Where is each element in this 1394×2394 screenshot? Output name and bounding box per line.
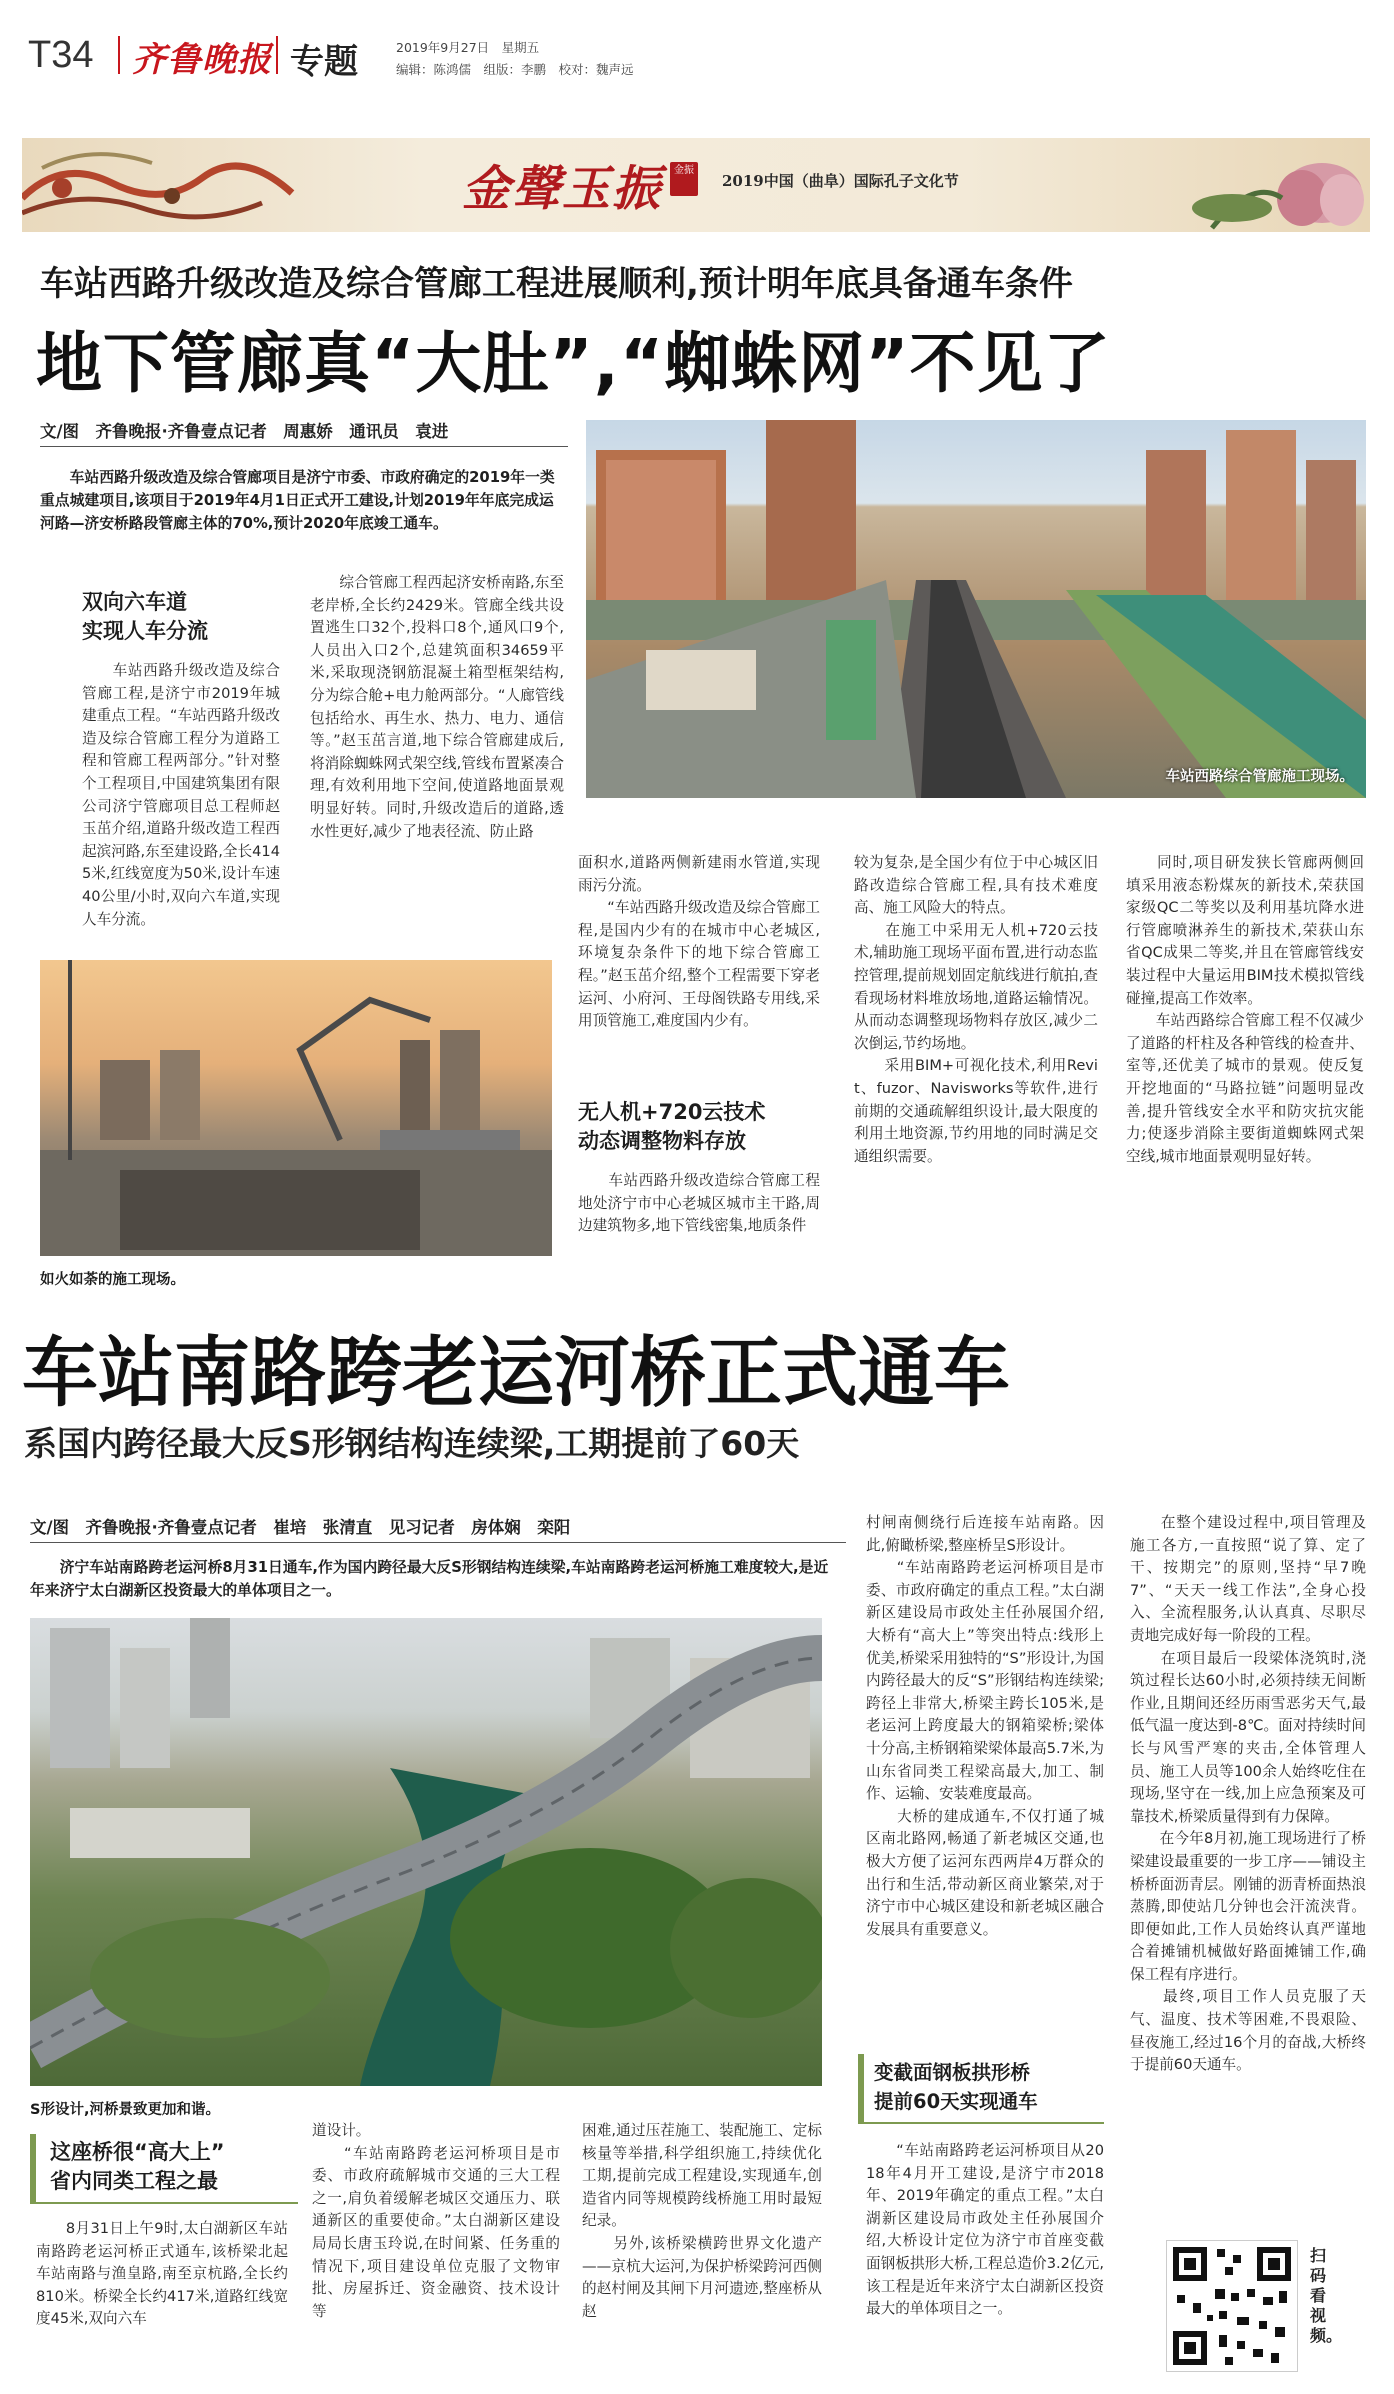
ornament-left bbox=[22, 138, 352, 232]
banner-seal bbox=[670, 162, 698, 196]
photo-s-bridge bbox=[30, 1618, 822, 2086]
article2-subhead1: 这座桥很“高大上” 省内同类工程之最 bbox=[50, 2140, 225, 2193]
article1-col4: 较为复杂,是全国少有位于中心城区旧路改造综合管廊工程,具有技术难度高、施工风险大的特点。 在施工中采用无人机+720云技术,辅助施工现场平面布置,进行动态监控管理,提前规划固定航线进行航拍,查看现场材料堆放场地,道路运输情况。从而动态调整现场物料存放区,减少二次倒运,节约场地。 采用BIM+可视化技术,利用Revit、fuzor、Navisworks等软件,进行前期的交通疏解组织设计,最大限度的利用土地资源,节约用地的同时满足交通组织需要。 bbox=[854, 854, 1098, 1165]
photo2-caption: 如火如荼的施工现场。 bbox=[40, 1272, 185, 1288]
banner-event: 2019中国（曲阜）国际孔子文化节 bbox=[722, 172, 959, 190]
page-number: T34 bbox=[28, 34, 94, 76]
qr-label: 扫码看视频。 bbox=[1310, 2246, 1343, 2345]
article2-col3: 困难,通过压茬施工、装配施工、定标核量等举措,科学组织施工,持续优化工期,提前完成工程建设,实现通车,创造省内同等规模跨线桥施工用时最短纪录。 另外,该桥梁横跨世界文化遗产——京杭大运河,为保护桥梁跨河西侧的赵村闸及其闸下月河遗迹,整座桥从赵 bbox=[582, 2122, 822, 2320]
bridge-photo-caption: S形设计,河桥景致更加和谐。 bbox=[30, 2102, 220, 2118]
article1-headline: 地下管廊真“大肚”,“蜘蛛网”不见了 bbox=[36, 325, 1111, 402]
staff-line: 编辑：陈鸿儒 组版：李鹏 校对：魏声远 bbox=[396, 62, 634, 77]
article2-byline: 文/图 齐鲁晚报·齐鲁壹点记者 崔培 张清直 见习记者 房体娴 栾阳 bbox=[30, 1518, 571, 1537]
seal-text: 金振 bbox=[674, 165, 694, 176]
lotus-ornament bbox=[1172, 138, 1370, 232]
article2-subtitle: 系国内跨径最大反S形钢结构连续梁,工期提前了60天 bbox=[24, 1424, 800, 1463]
article2-col4: 村闸南侧绕行后连接车站南路。因此,俯瞰桥梁,整座桥呈S形设计。 “车站南路跨老运河桥项目是市委、市政府确定的重点工程。”太白湖新区建设局市政处主任孙展国介绍,大桥有“高大上”等突出特点:线形上优美,桥梁采用独特的“S”形设计,为国内跨径最大的反“S”形钢结构连续梁;跨径上非常大,桥梁主跨长105米,是老运河上跨度最大的钢箱梁桥;梁体十分高,主桥钢箱梁梁体最高5.7米,为山东省同类工程梁高最大,加工、制作、运输、安装难度最高。 大桥的建成通车,不仅打通了城区南北路网,畅通了新老城区交通,也极大方便了运河东西两岸4万群众的出行和生活,带动新区商业繁荣,对于济宁市中心城区建设和新老城区融合发展具有重要意义。 bbox=[866, 1514, 1104, 1938]
article1-subhead1: 双向六车道 实现人车分流 bbox=[82, 590, 208, 643]
video-qr-code[interactable] bbox=[1166, 2240, 1298, 2372]
article1-subhead2: 无人机+720云技术 动态调整物料存放 bbox=[578, 1100, 766, 1153]
qr-pattern bbox=[1167, 2241, 1297, 2371]
article2-subhead1-box bbox=[30, 2134, 298, 2204]
date-line: 2019年9月27日 星期五 bbox=[396, 40, 540, 55]
photo-concrete-pump-site bbox=[40, 960, 552, 1256]
masthead bbox=[24, 28, 1370, 88]
article1-lead: 车站西路升级改造及综合管廊项目是济宁市委、市政府确定的2019年一类重点城建项目,该项目于2019年4月1日正式开工建设,计划2019年年底完成运河路—济安桥路段管廊主体的70%,预计2020年底竣工通车。 bbox=[40, 469, 555, 532]
section-title: 专题 bbox=[290, 42, 358, 82]
site-illustration bbox=[586, 420, 1366, 798]
article2-subhead2-box bbox=[858, 2054, 1104, 2124]
site-illustration-2 bbox=[40, 960, 552, 1256]
article1-kicker: 车站西路升级改造及综合管廊工程进展顺利,预计明年底具备通车条件 bbox=[40, 264, 1073, 304]
article2-lead: 济宁车站南路跨老运河桥8月31日通车,作为国内跨径最大反S形钢结构连续梁,车站南路跨老运河桥施工难度较大,是近年来济宁太白湖新区投资最大的单体项目之一。 bbox=[30, 1559, 829, 1599]
festival-banner bbox=[22, 138, 1370, 232]
photo-pipe-gallery-site bbox=[586, 420, 1366, 798]
article2-subhead2: 变截面钢板拱形桥 提前60天实现通车 bbox=[874, 2061, 1038, 2113]
photo1-caption: 车站西路综合管廊施工现场。 bbox=[1165, 769, 1354, 785]
bridge-illustration bbox=[30, 1618, 822, 2086]
article2-headline: 车站南路跨老运河桥正式通车 bbox=[22, 1328, 1010, 1417]
article2-col2: 道设计。 “车站南路跨老运河桥项目是市委、市政府疏解城市交通的三大工程之一,肩负着缓解老城区交通压力、联通新区的重要使命。”太白湖新区建设局局长唐玉玲说,在时间紧、任务重的情况下,项目建设单位克服了文物审批、房屋拆迁、资金融资、技术设计等 bbox=[312, 2122, 560, 2320]
article2-col1: 8月31日上午9时,太白湖新区车站南路跨老运河桥正式通车,该桥梁北起车站南路与渔皇路,南至京杭路,全长约810米。桥梁全长约417米,道路红线宽度45米,双向六车 bbox=[36, 2220, 288, 2328]
paper-logo: 齐鲁晚报 bbox=[132, 40, 272, 80]
article1-col3: 面积水,道路两侧新建雨水管道,实现雨污分流。 “车站西路升级改造及综合管廊工程,是国内少有的在城市中心老城区,环境复杂条件下的地下综合管廊工程。”赵玉茁介绍,整个工程需要下穿老运河、小府河、王母阁铁路专用线,采用顶管施工,难度国内少有。 bbox=[578, 854, 820, 1030]
article1-byline: 文/图 齐鲁晚报·齐鲁壹点记者 周惠娇 通讯员 袁进 bbox=[40, 422, 449, 441]
article1-col2: 综合管廊工程西起济安桥南路,东至老岸桥,全长约2429米。管廊全线共设置逃生口32个,投料口8个,通风口9个,人员出入口2个,总建筑面积34659平米,采取现浇钢筋混凝土箱型框架结构,分为综合舱+电力舱两部分。“人廊管线包括给水、再生水、热力、电力、通信等。”赵玉茁言道,地下综合管廊建成后,将消除蜘蛛网式架空线,管线布置紧凑合理,有效利用地下空间,使道路地面景观明显好转。同时,升级改造后的道路,透水性更好,减少了地表径流、防止路 bbox=[310, 574, 564, 840]
article1-col1: 车站西路升级改造及综合管廊工程,是济宁市2019年城建重点工程。“车站西路升级改造及综合管廊工程分为道路工程和管廊工程两部分。”针对整个工程项目,中国建筑集团有限公司济宁管廊项目总工程师赵玉茁介绍,道路升级改造工程西起滨河路,东至建设路,全长4145米,红线宽度为50米,设计车速40公里/小时,双向六车道,实现人车分流。 bbox=[82, 662, 280, 928]
article1-col5: 同时,项目研发狭长管廊两侧回填采用液态粉煤灰的新技术,荣获国家级QC二等奖以及利用基坑降水进行管廊喷淋养生的新技术,荣获山东省QC成果二等奖,并且在管廊管线安装过程中大量运用BIM技术模拟管线碰撞,提高工作效率。 车站西路综合管廊工程不仅减少了道路的杆柱及各种管线的检查井、室等,还优美了城市的景观。使反复开挖地面的“马路拉链”问题明显改善,提升管线安全水平和防灾抗灾能力;使逐步消除主要街道蜘蛛网式架空线,城市地面景观明显好转。 bbox=[1126, 854, 1364, 1165]
article2-col4b: “车站南路跨老运河桥项目从2018年4月开工建设,是济宁市2018年、2019年确定的重点工程。”太白湖新区建设局市政处主任孙展国介绍,大桥设计定位为济宁市首座变截面钢板拱形大桥,工程总造价3.2亿元,该工程是近年来济宁太白湖新区投资最大的单体项目之一。 bbox=[866, 2142, 1104, 2318]
article1-col3b: 车站西路升级改造综合管廊工程地处济宁市中心老城区城市主干路,周边建筑物多,地下管线密集,地质条件 bbox=[578, 1172, 820, 1235]
article2-col5: 在整个建设过程中,项目管理及施工各方,一直按照“说了算、定了干、按期完”的原则,坚持“早7晚7”、“天天一线工作法”,全身心投入、全流程服务,认认真真、尽职尽责地完成好每一阶段的工程。 在项目最后一段梁体浇筑时,浇筑过程长达60小时,必须持续无间断作业,且期间还经历雨雪恶劣天气,最低气温一度达到-8℃。面对持续时间长与风雪严寒的夹击,全体管理人员、施工人员等100余人始终吃住在现场,坚守在一线,加上应急预案及可靠技术,桥梁质量得到有力保障。 在今年8月初,施工现场进行了桥梁建设最重要的一步工序——铺设主桥桥面沥青层。刚铺的沥青桥面热浪蒸腾,即使站几分钟也会汗流浃背。即便如此,工作人员始终认真严谨地合着摊铺机械做好路面摊铺工作,确保工程有序进行。 最终,项目工作人员克服了天气、温度、技术等困难,不畏艰险、昼夜施工,经过16个月的奋战,大桥终于提前60天通车。 bbox=[1130, 1514, 1366, 2074]
banner-logo: 金聲玉振 bbox=[462, 161, 663, 217]
